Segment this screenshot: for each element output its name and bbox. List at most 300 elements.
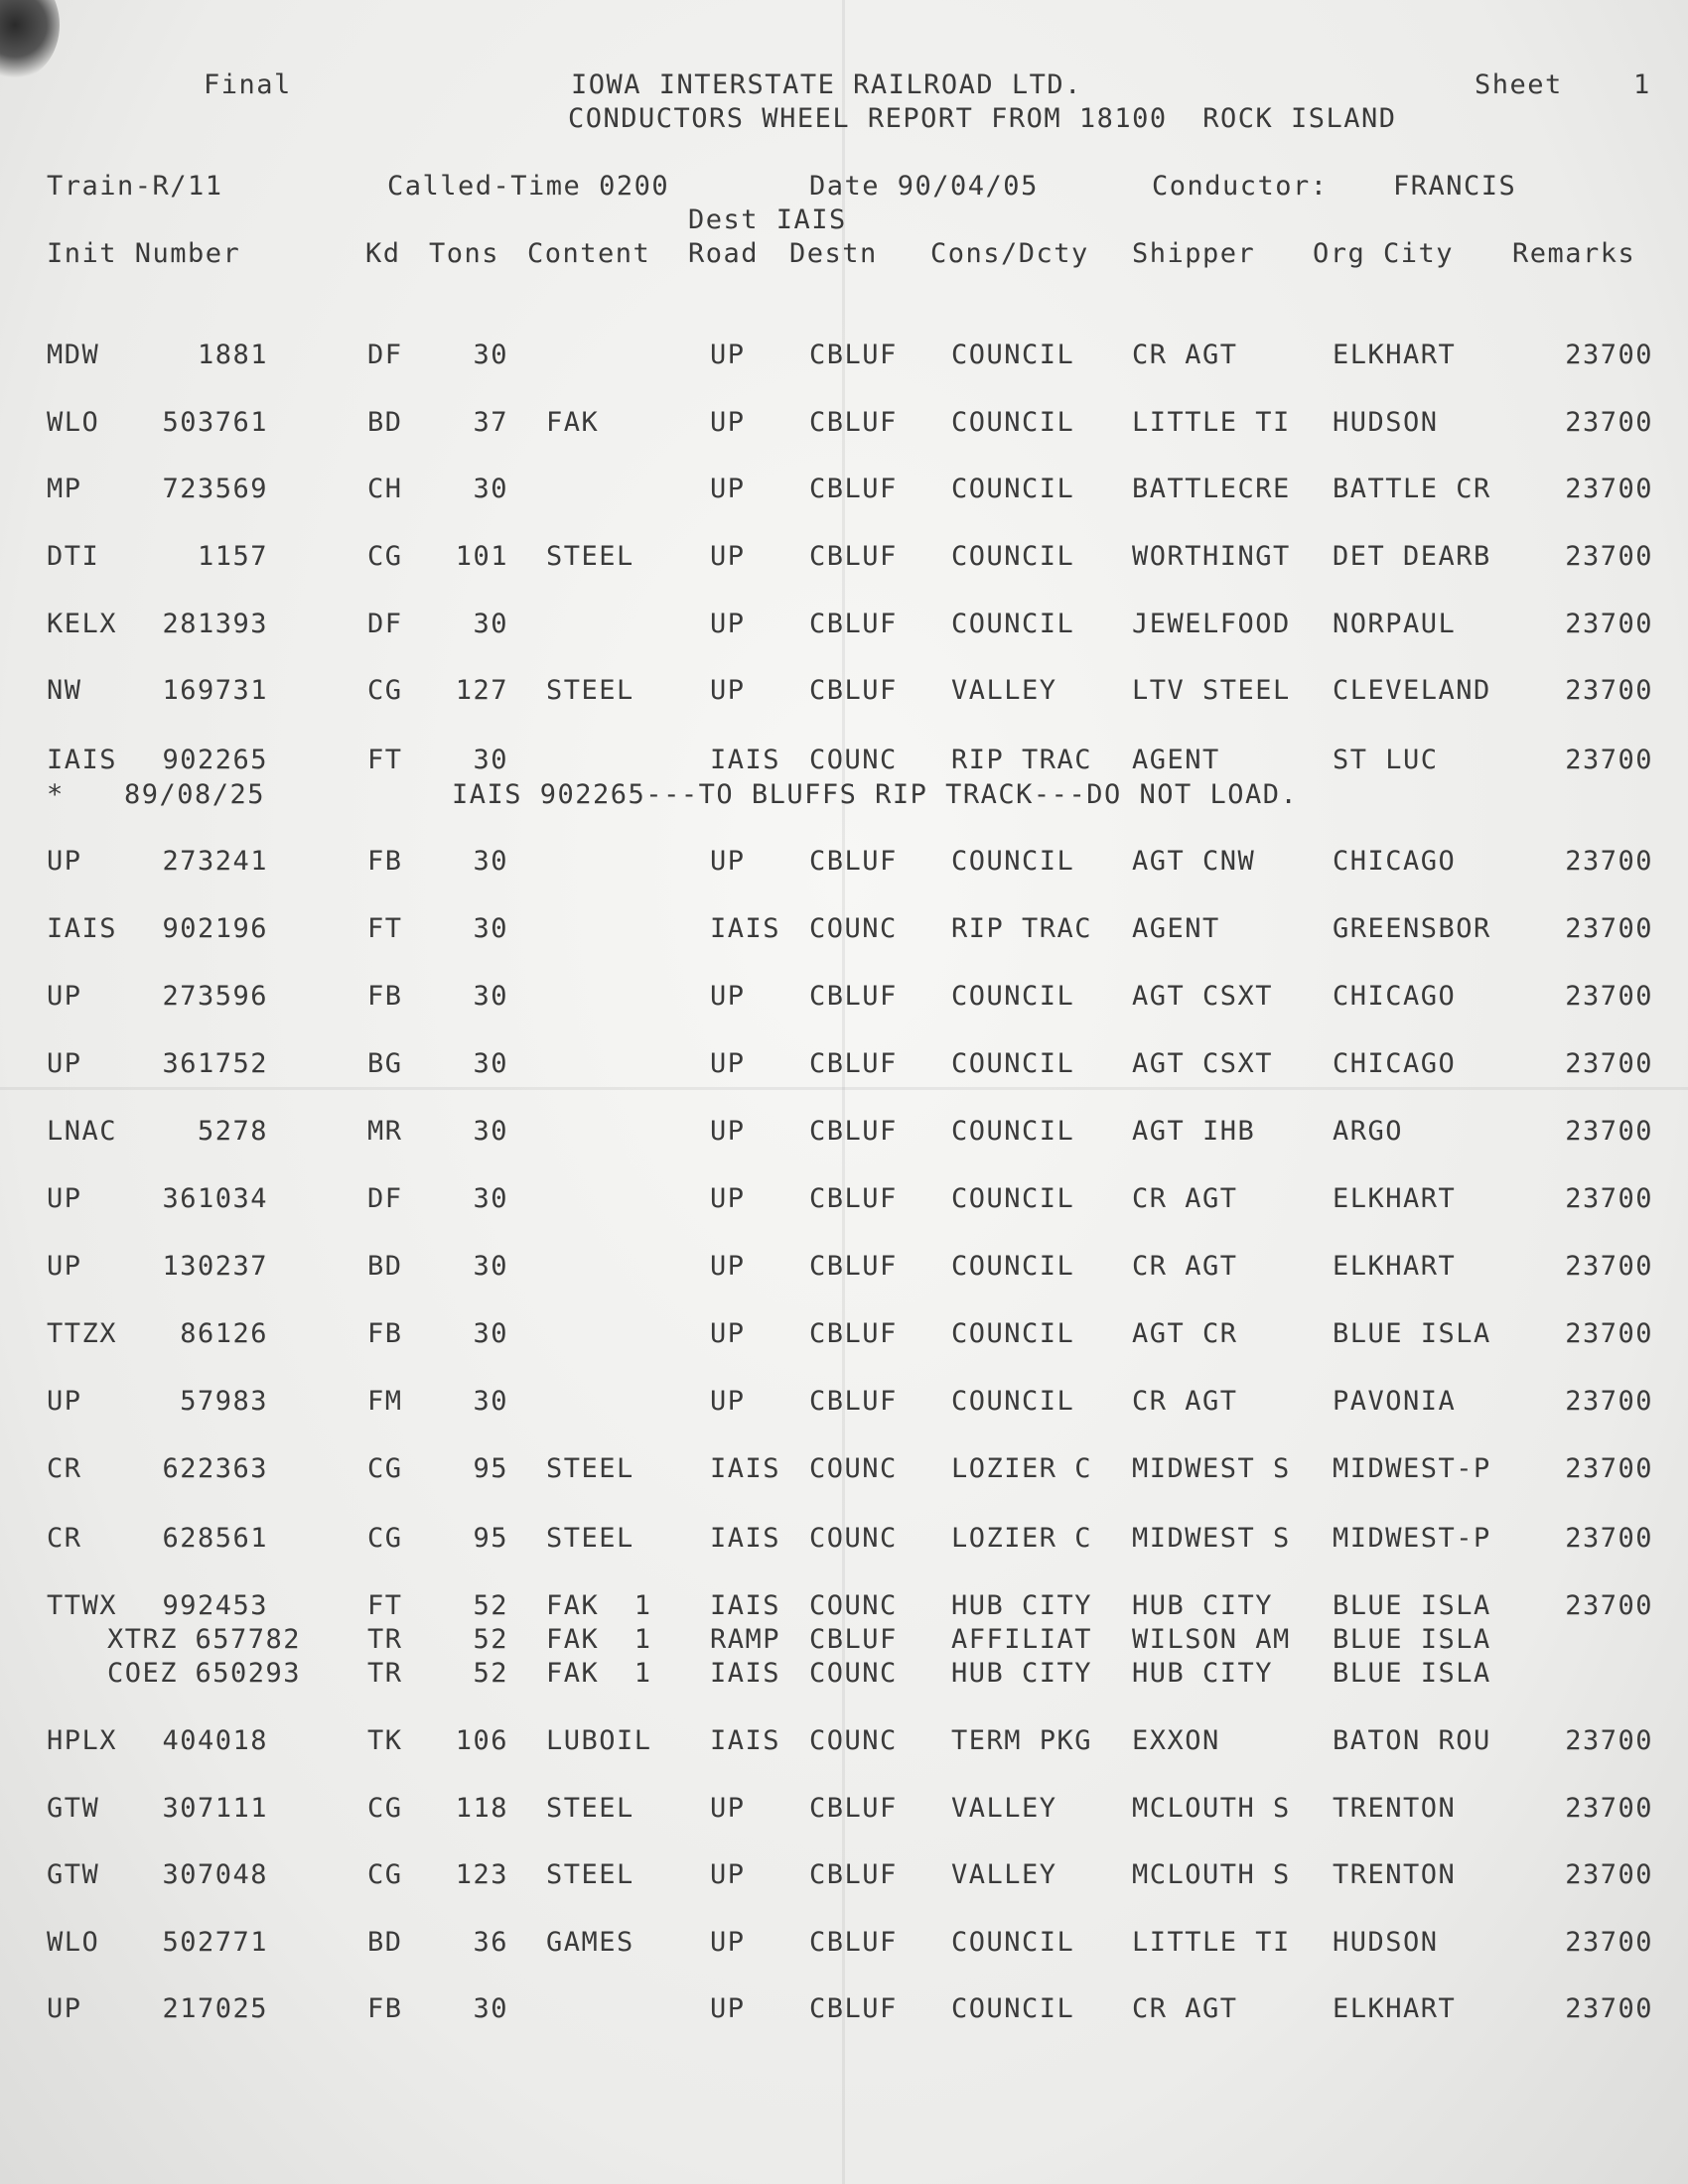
cell-org: ST LUC (1333, 745, 1439, 775)
table-row (0, 1725, 1688, 1759)
cell-cons: COUNCIL (951, 1251, 1075, 1282)
cell-number: 622363 (162, 1453, 268, 1484)
cell-number: 657782 (195, 1624, 301, 1655)
col-kd: Kd (365, 238, 401, 269)
cell-tons: 30 (473, 1183, 508, 1214)
ink-smudge (0, 0, 60, 79)
table-row (0, 1859, 1688, 1893)
fold-line (842, 0, 845, 2184)
cell-remarks: 23700 (1565, 340, 1653, 370)
cell-tons: 30 (473, 1251, 508, 1282)
cell-kd: DF (367, 340, 403, 370)
cell-org: HUDSON (1333, 1927, 1439, 1958)
cell-tons: 106 (455, 1725, 508, 1756)
cell-init: MP (47, 474, 82, 504)
cell-kd: FB (367, 846, 403, 877)
cell-cons: COUNCIL (951, 1318, 1075, 1349)
cell-remarks: 23700 (1565, 474, 1653, 504)
cell-remarks: 23700 (1565, 1116, 1653, 1147)
cell-road: UP (710, 1386, 746, 1417)
cell-content: GAMES (546, 1927, 634, 1958)
cell-tons: 52 (473, 1658, 508, 1689)
cell-number: 502771 (162, 1927, 268, 1958)
cell-shipper: LTV STEEL (1132, 675, 1291, 706)
cell-remarks: 23700 (1565, 1523, 1653, 1554)
table-row (0, 1523, 1688, 1557)
cell-number: 217025 (162, 1993, 268, 2024)
cell-shipper: WORTHINGT (1132, 541, 1291, 572)
cell-destn: CBLUF (809, 1793, 898, 1824)
cell-cons: COUNCIL (951, 474, 1075, 504)
cell-kd: DF (367, 1183, 403, 1214)
cell-destn: CBLUF (809, 1386, 898, 1417)
cell-tons: 30 (473, 981, 508, 1012)
table-row (0, 340, 1688, 373)
table-row (0, 981, 1688, 1015)
cell-org: ELKHART (1333, 1993, 1457, 2024)
cell-shipper: AGT CNW (1132, 846, 1256, 877)
cell-destn: CBLUF (809, 474, 898, 504)
cell-destn: CBLUF (809, 1183, 898, 1214)
cell-remarks: 23700 (1565, 1251, 1653, 1282)
cell-number: 307111 (162, 1793, 268, 1824)
cell-tons: 30 (473, 609, 508, 639)
cell-road: UP (710, 1251, 746, 1282)
cell-shipper: BATTLECRE (1132, 474, 1291, 504)
cell-init: UP (47, 981, 82, 1012)
cell-content: STEEL (546, 541, 634, 572)
cell-kd: BD (367, 1251, 403, 1282)
cell-org: HUDSON (1333, 407, 1439, 438)
cell-shipper: CR AGT (1132, 1251, 1238, 1282)
cell-shipper: HUB CITY (1132, 1658, 1274, 1689)
cell-init: IAIS (47, 745, 118, 775)
cell-tons: 52 (473, 1624, 508, 1655)
cell-tons: 37 (473, 407, 508, 438)
table-row (0, 675, 1688, 709)
table-row (0, 1048, 1688, 1082)
cell-kd: FB (367, 981, 403, 1012)
cell-cons: COUNCIL (951, 981, 1075, 1012)
cell-init: COEZ (107, 1658, 179, 1689)
cell-road: UP (710, 1993, 746, 2024)
cell-shipper: AGT CSXT (1132, 981, 1274, 1012)
cell-init: KELX (47, 609, 118, 639)
note-marker: * (47, 779, 65, 810)
cell-number: 628561 (162, 1523, 268, 1554)
cell-kd: BD (367, 407, 403, 438)
cell-org: ELKHART (1333, 1183, 1457, 1214)
cell-shipper: CR AGT (1132, 1993, 1238, 2024)
cell-shipper: AGT CR (1132, 1318, 1238, 1349)
table-row (0, 846, 1688, 880)
cell-destn: CBLUF (809, 407, 898, 438)
cell-org: TRENTON (1333, 1793, 1457, 1824)
cell-tons: 30 (473, 1318, 508, 1349)
called-time: Called-Time 0200 (387, 171, 670, 202)
cell-content: FAK 1 (546, 1590, 652, 1621)
cell-number: 902196 (162, 913, 268, 944)
cell-cons: COUNCIL (951, 407, 1075, 438)
cell-road: UP (710, 541, 746, 572)
cell-init: XTRZ (107, 1624, 179, 1655)
report-title: CONDUCTORS WHEEL REPORT FROM 18100 ROCK ISLAND (568, 103, 1397, 134)
cell-kd: CG (367, 541, 403, 572)
cell-init: TTWX (47, 1590, 118, 1621)
cell-number: 130237 (162, 1251, 268, 1282)
cell-org: PAVONIA (1333, 1386, 1457, 1417)
cell-destn: CBLUF (809, 1624, 898, 1655)
cell-road: UP (710, 1927, 746, 1958)
cell-content: STEEL (546, 675, 634, 706)
company-name: IOWA INTERSTATE RAILROAD LTD. (571, 69, 1082, 100)
cell-cons: TERM PKG (951, 1725, 1093, 1756)
cell-tons: 30 (473, 1386, 508, 1417)
cell-road: UP (710, 340, 746, 370)
cell-cons: VALLEY (951, 1859, 1057, 1890)
cell-number: 992453 (162, 1590, 268, 1621)
cell-destn: COUNC (809, 1523, 898, 1554)
cell-kd: FM (367, 1386, 403, 1417)
cell-remarks: 23700 (1565, 745, 1653, 775)
cell-init: MDW (47, 340, 100, 370)
cell-content: STEEL (546, 1859, 634, 1890)
cell-kd: TK (367, 1725, 403, 1756)
cell-number: 361034 (162, 1183, 268, 1214)
cell-number: 1157 (197, 541, 268, 572)
cell-cons: COUNCIL (951, 340, 1075, 370)
cell-cons: LOZIER C (951, 1523, 1093, 1554)
cell-org: ELKHART (1333, 340, 1457, 370)
cell-remarks: 23700 (1565, 1725, 1653, 1756)
cell-cons: COUNCIL (951, 609, 1075, 639)
cell-number: 650293 (195, 1658, 301, 1689)
cell-init: CR (47, 1453, 82, 1484)
cell-destn: COUNC (809, 1453, 898, 1484)
col-road: Road (688, 238, 760, 269)
cell-number: 86126 (180, 1318, 268, 1349)
cell-number: 273241 (162, 846, 268, 877)
cell-cons: COUNCIL (951, 1386, 1075, 1417)
cell-tons: 52 (473, 1590, 508, 1621)
table-row (0, 474, 1688, 507)
cell-road: UP (710, 609, 746, 639)
cell-cons: COUNCIL (951, 541, 1075, 572)
cell-kd: CH (367, 474, 403, 504)
cell-org: BLUE ISLA (1333, 1624, 1491, 1655)
cell-destn: CBLUF (809, 1993, 898, 2024)
cell-kd: FT (367, 913, 403, 944)
cell-tons: 30 (473, 913, 508, 944)
cell-number: 404018 (162, 1725, 268, 1756)
sheet-label: Sheet (1475, 69, 1563, 100)
cell-remarks: 23700 (1565, 1048, 1653, 1079)
note-row (0, 779, 1688, 813)
cell-road: IAIS (710, 1453, 781, 1484)
table-row (0, 1993, 1688, 2027)
cell-destn: CBLUF (809, 675, 898, 706)
cell-number: 723569 (162, 474, 268, 504)
table-row (0, 1793, 1688, 1827)
cell-org: ELKHART (1333, 1251, 1457, 1282)
cell-destn: COUNC (809, 1658, 898, 1689)
cell-cons: LOZIER C (951, 1453, 1093, 1484)
cell-org: GREENSBOR (1333, 913, 1491, 944)
cell-tons: 36 (473, 1927, 508, 1958)
cell-road: UP (710, 1793, 746, 1824)
col-dest-iais: Dest IAIS (688, 205, 847, 235)
cell-cons: RIP TRAC (951, 745, 1093, 775)
cell-shipper: MIDWEST S (1132, 1523, 1291, 1554)
cell-cons: COUNCIL (951, 1993, 1075, 2024)
table-row (0, 1590, 1688, 1624)
cell-remarks: 23700 (1565, 981, 1653, 1012)
cell-init: WLO (47, 407, 100, 438)
cell-shipper: EXXON (1132, 1725, 1220, 1756)
cell-cons: HUB CITY (951, 1658, 1093, 1689)
cell-kd: BG (367, 1048, 403, 1079)
cell-remarks: 23700 (1565, 1318, 1653, 1349)
cell-road: UP (710, 1318, 746, 1349)
table-row (0, 541, 1688, 575)
cell-remarks: 23700 (1565, 541, 1653, 572)
cell-tons: 101 (455, 541, 508, 572)
conductor-name: FRANCIS (1393, 171, 1517, 202)
cell-destn: CBLUF (809, 981, 898, 1012)
cell-org: BLUE ISLA (1333, 1658, 1491, 1689)
cell-remarks: 23700 (1565, 1590, 1653, 1621)
cell-content: LUBOIL (546, 1725, 652, 1756)
cell-remarks: 23700 (1565, 1386, 1653, 1417)
cell-kd: CG (367, 675, 403, 706)
col-tons: Tons (429, 238, 500, 269)
cell-destn: CBLUF (809, 1927, 898, 1958)
table-row (0, 1116, 1688, 1150)
cell-kd: FB (367, 1318, 403, 1349)
cell-kd: TR (367, 1624, 403, 1655)
cell-remarks: 23700 (1565, 407, 1653, 438)
cell-init: LNAC (47, 1116, 118, 1147)
cell-tons: 123 (455, 1859, 508, 1890)
cell-shipper: LITTLE TI (1132, 1927, 1291, 1958)
cell-destn: CBLUF (809, 846, 898, 877)
table-row (0, 1927, 1688, 1961)
cell-content: FAK 1 (546, 1624, 652, 1655)
table-row (0, 1318, 1688, 1352)
sheet-number: 1 (1633, 69, 1651, 100)
cell-destn: CBLUF (809, 1318, 898, 1349)
table-row (0, 913, 1688, 947)
cell-init: TTZX (47, 1318, 118, 1349)
cell-shipper: AGT CSXT (1132, 1048, 1274, 1079)
cell-remarks: 23700 (1565, 675, 1653, 706)
cell-org: CLEVELAND (1333, 675, 1491, 706)
note-text: IAIS 902265---TO BLUFFS RIP TRACK---DO NOT LOAD. (452, 779, 1299, 810)
col-shipper: Shipper (1132, 238, 1256, 269)
cell-number: 5278 (197, 1116, 268, 1147)
cell-shipper: HUB CITY (1132, 1590, 1274, 1621)
cell-init: UP (47, 846, 82, 877)
cell-tons: 30 (473, 1993, 508, 2024)
cell-org: CHICAGO (1333, 846, 1457, 877)
cell-org: BATTLE CR (1333, 474, 1491, 504)
cell-tons: 30 (473, 340, 508, 370)
cell-cons: AFFILIAT (951, 1624, 1093, 1655)
cell-number: 169731 (162, 675, 268, 706)
cell-road: IAIS (710, 913, 781, 944)
cell-destn: COUNC (809, 1725, 898, 1756)
cell-kd: FB (367, 1993, 403, 2024)
cell-road: IAIS (710, 1658, 781, 1689)
table-row (0, 407, 1688, 441)
cell-shipper: WILSON AM (1132, 1624, 1291, 1655)
cell-cons: COUNCIL (951, 1183, 1075, 1214)
cell-init: WLO (47, 1927, 100, 1958)
cell-content: FAK (546, 407, 600, 438)
cell-road: IAIS (710, 1590, 781, 1621)
table-row (0, 1183, 1688, 1217)
cell-shipper: CR AGT (1132, 1183, 1238, 1214)
cell-remarks: 23700 (1565, 1453, 1653, 1484)
table-row (0, 1251, 1688, 1285)
table-row (0, 745, 1688, 778)
cell-destn: COUNC (809, 913, 898, 944)
cell-shipper: CR AGT (1132, 1386, 1238, 1417)
report-date: Date 90/04/05 (809, 171, 1039, 202)
cell-init: HPLX (47, 1725, 118, 1756)
cell-init: NW (47, 675, 82, 706)
cell-org: ARGO (1333, 1116, 1404, 1147)
cell-road: UP (710, 1116, 746, 1147)
table-row (0, 609, 1688, 642)
cell-destn: CBLUF (809, 541, 898, 572)
cell-shipper: AGENT (1132, 913, 1220, 944)
cell-number: 503761 (162, 407, 268, 438)
cell-content: STEEL (546, 1453, 634, 1484)
cell-kd: FT (367, 745, 403, 775)
cell-kd: MR (367, 1116, 403, 1147)
cell-number: 1881 (197, 340, 268, 370)
cell-remarks: 23700 (1565, 913, 1653, 944)
cell-init: UP (47, 1183, 82, 1214)
col-init-number: Init Number (47, 238, 241, 269)
cell-tons: 30 (473, 1116, 508, 1147)
cell-remarks: 23700 (1565, 1993, 1653, 2024)
cell-road: UP (710, 981, 746, 1012)
table-row (0, 1386, 1688, 1420)
cell-org: NORPAUL (1333, 609, 1457, 639)
cell-road: UP (710, 407, 746, 438)
note-date: 89/08/25 (124, 779, 266, 810)
cell-remarks: 23700 (1565, 609, 1653, 639)
cell-tons: 30 (473, 745, 508, 775)
cell-kd: CG (367, 1523, 403, 1554)
fold-line (0, 1087, 1688, 1090)
cell-kd: CG (367, 1453, 403, 1484)
cell-road: IAIS (710, 745, 781, 775)
cell-number: 361752 (162, 1048, 268, 1079)
cell-org: MIDWEST-P (1333, 1453, 1491, 1484)
col-org-city: Org City (1313, 238, 1455, 269)
cell-org: BLUE ISLA (1333, 1590, 1491, 1621)
col-cons-dcty: Cons/Dcty (930, 238, 1089, 269)
cell-shipper: JEWELFOOD (1132, 609, 1291, 639)
table-row (0, 1624, 1688, 1658)
cell-cons: COUNCIL (951, 1048, 1075, 1079)
cell-init: GTW (47, 1793, 100, 1824)
cell-shipper: AGT IHB (1132, 1116, 1256, 1147)
cell-cons: VALLEY (951, 675, 1057, 706)
cell-tons: 30 (473, 474, 508, 504)
cell-kd: DF (367, 609, 403, 639)
cell-org: BATON ROU (1333, 1725, 1491, 1756)
col-remarks: Remarks (1512, 238, 1636, 269)
cell-kd: TR (367, 1658, 403, 1689)
cell-init: UP (47, 1993, 82, 2024)
cell-number: 281393 (162, 609, 268, 639)
cell-cons: HUB CITY (951, 1590, 1093, 1621)
cell-destn: COUNC (809, 745, 898, 775)
cell-remarks: 23700 (1565, 1859, 1653, 1890)
cell-cons: COUNCIL (951, 846, 1075, 877)
cell-destn: CBLUF (809, 1116, 898, 1147)
cell-road: UP (710, 474, 746, 504)
cell-init: UP (47, 1386, 82, 1417)
cell-destn: CBLUF (809, 609, 898, 639)
table-row (0, 1453, 1688, 1487)
table-row (0, 1658, 1688, 1692)
cell-cons: VALLEY (951, 1793, 1057, 1824)
cell-cons: COUNCIL (951, 1116, 1075, 1147)
cell-kd: BD (367, 1927, 403, 1958)
cell-cons: RIP TRAC (951, 913, 1093, 944)
cell-org: TRENTON (1333, 1859, 1457, 1890)
cell-number: 57983 (180, 1386, 268, 1417)
col-content: Content (527, 238, 651, 269)
report-status: Final (204, 69, 292, 100)
cell-road: UP (710, 846, 746, 877)
cell-road: UP (710, 1048, 746, 1079)
cell-shipper: CR AGT (1132, 340, 1238, 370)
cell-org: CHICAGO (1333, 1048, 1457, 1079)
cell-org: CHICAGO (1333, 981, 1457, 1012)
cell-tons: 95 (473, 1453, 508, 1484)
cell-tons: 30 (473, 846, 508, 877)
cell-init: DTI (47, 541, 100, 572)
cell-number: 273596 (162, 981, 268, 1012)
cell-content: STEEL (546, 1793, 634, 1824)
cell-shipper: MCLOUTH S (1132, 1859, 1291, 1890)
cell-road: UP (710, 675, 746, 706)
cell-road: IAIS (710, 1523, 781, 1554)
cell-shipper: AGENT (1132, 745, 1220, 775)
cell-road: RAMP (710, 1624, 781, 1655)
col-destn: Destn (789, 238, 878, 269)
cell-destn: COUNC (809, 1590, 898, 1621)
cell-init: IAIS (47, 913, 118, 944)
train-id: Train-R/11 (47, 171, 223, 202)
cell-org: DET DEARB (1333, 541, 1491, 572)
cell-tons: 30 (473, 1048, 508, 1079)
cell-number: 902265 (162, 745, 268, 775)
cell-init: UP (47, 1251, 82, 1282)
cell-tons: 95 (473, 1523, 508, 1554)
cell-road: IAIS (710, 1725, 781, 1756)
cell-tons: 127 (455, 675, 508, 706)
cell-remarks: 23700 (1565, 846, 1653, 877)
cell-destn: CBLUF (809, 340, 898, 370)
conductor-label: Conductor: (1152, 171, 1329, 202)
